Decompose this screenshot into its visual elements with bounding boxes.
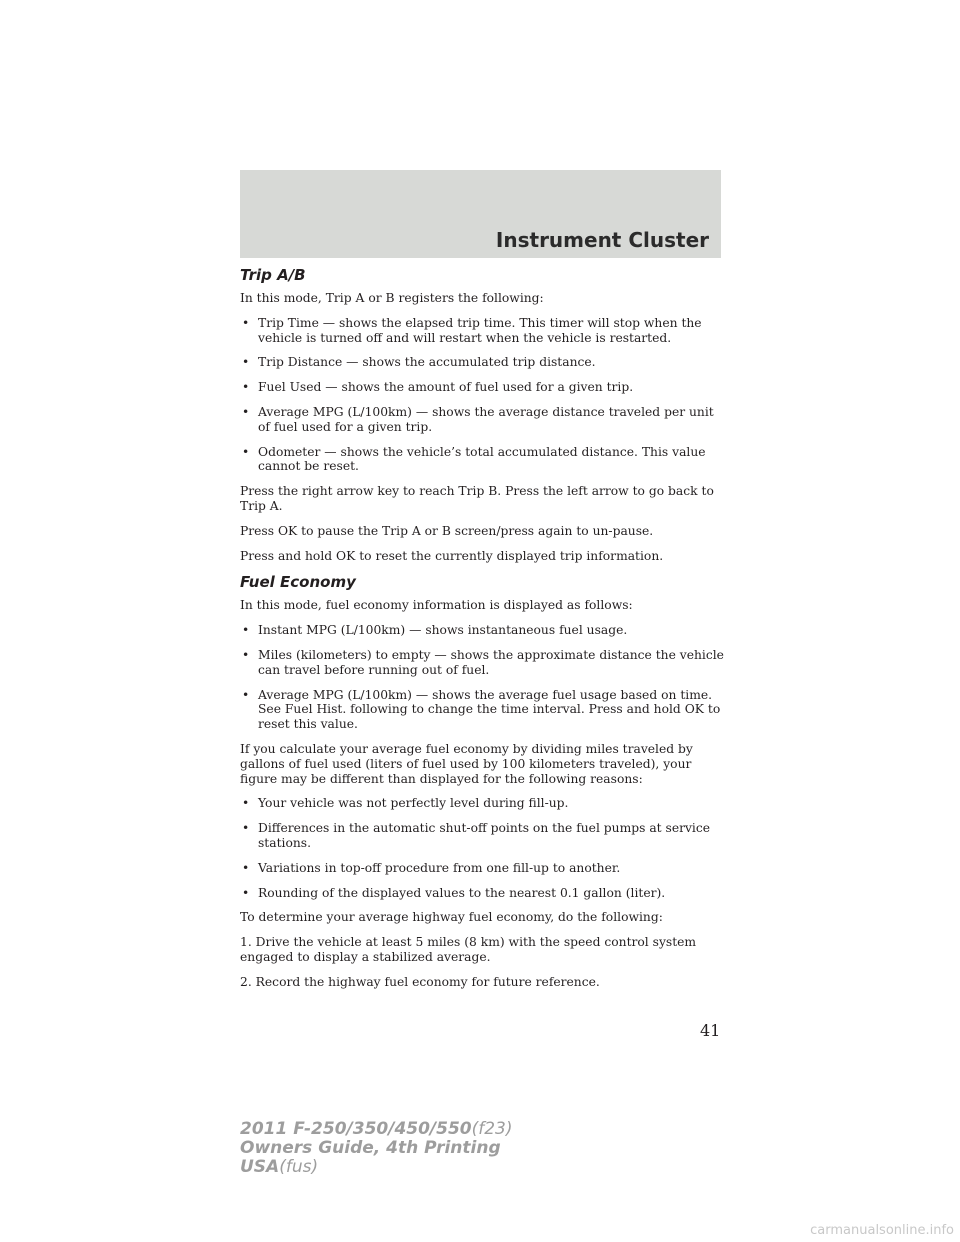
bullet-icon: • bbox=[242, 380, 250, 395]
list-item-text: Variations in top-off procedure from one fill-up to another. bbox=[258, 860, 621, 875]
list-item-text: Your vehicle was not perfectly level during fill-up. bbox=[258, 796, 569, 811]
footer-line-region: USA(fus) bbox=[240, 1157, 319, 1177]
list-item bbox=[240, 445, 728, 475]
list-item-text: Rounding of the displayed values to the nearest 0.1 gallon (liter). bbox=[258, 885, 666, 900]
document-body bbox=[240, 266, 728, 1000]
bullet-icon: • bbox=[242, 860, 250, 875]
list-item bbox=[240, 886, 728, 901]
page-number: 41 bbox=[700, 1021, 721, 1040]
bullet-icon: • bbox=[242, 647, 250, 662]
list-item bbox=[240, 796, 728, 811]
print-footer bbox=[240, 1120, 513, 1177]
list-item-text: Average MPG (L/100km) — shows the average fuel usage based on time. See Fuel Hist. following to change the time interval. Press and hold OK to reset this value. bbox=[258, 687, 721, 732]
paragraph: To determine your average highway fuel economy, do the following: bbox=[240, 910, 663, 925]
list-item bbox=[240, 821, 728, 851]
page-title: Instrument Cluster bbox=[495, 228, 709, 252]
bullet-list bbox=[240, 623, 728, 732]
list-item bbox=[240, 355, 728, 370]
watermark: carmanualsonline.info bbox=[810, 1223, 954, 1238]
paragraph: Press the right arrow key to reach Trip B. Press the left arrow to go back to Trip A. bbox=[240, 484, 714, 513]
list-item bbox=[240, 380, 728, 395]
paragraph: Press and hold OK to reset the currently displayed trip information. bbox=[240, 548, 664, 563]
list-item-text: Average MPG (L/100km) — shows the average distance traveled per unit of fuel used for a given trip. bbox=[258, 404, 714, 434]
bullet-icon: • bbox=[242, 885, 250, 900]
bullet-icon: • bbox=[242, 796, 250, 811]
paragraph: 2. Record the highway fuel economy for future reference. bbox=[240, 974, 600, 989]
paragraph: In this mode, fuel economy information is displayed as follows: bbox=[240, 598, 633, 613]
bullet-icon: • bbox=[242, 821, 250, 836]
list-item bbox=[240, 405, 728, 435]
list-item-text: Differences in the automatic shut-off points on the fuel pumps at service stations. bbox=[258, 821, 711, 850]
paragraph: In this mode, Trip A or B registers the following: bbox=[240, 291, 544, 305]
list-item-text: Miles (kilometers) to empty — shows the approximate distance the vehicle can travel before running out of fuel. bbox=[258, 647, 724, 677]
list-item-text: Trip Time — shows the elapsed trip time. This timer will stop when the vehicle is turned off and will restart when the vehicle is restarted. bbox=[258, 315, 702, 345]
footer-line-model: 2011 F-250/350/450/550(f23) bbox=[240, 1119, 513, 1139]
list-item bbox=[240, 316, 728, 346]
header-band bbox=[240, 170, 721, 258]
bullet-icon: • bbox=[242, 355, 250, 370]
list-item bbox=[240, 688, 728, 732]
bullet-icon: • bbox=[242, 623, 250, 638]
paragraph: 1. Drive the vehicle at least 5 miles (8 km) with the speed control system engaged to display a stabilized average. bbox=[240, 935, 697, 964]
list-item-text: Instant MPG (L/100km) — shows instantaneous fuel usage. bbox=[258, 623, 628, 638]
list-item-text: Trip Distance — shows the accumulated trip distance. bbox=[258, 355, 596, 370]
bullet-icon: • bbox=[242, 404, 250, 419]
list-item bbox=[240, 623, 728, 638]
list-item bbox=[240, 648, 728, 678]
list-item bbox=[240, 861, 728, 876]
bullet-list bbox=[240, 796, 728, 900]
bullet-icon: • bbox=[242, 315, 250, 330]
bullet-icon: • bbox=[242, 444, 250, 459]
list-item-text: Fuel Used — shows the amount of fuel used for a given trip. bbox=[258, 380, 634, 395]
footer-line-edition: Owners Guide, 4th Printing bbox=[240, 1138, 501, 1158]
bullet-list bbox=[240, 316, 728, 474]
section-heading-fuel-economy: Fuel Economy bbox=[240, 573, 356, 592]
bullet-icon: • bbox=[242, 687, 250, 702]
list-item-text: Odometer — shows the vehicle’s total accumulated distance. This value cannot be reset. bbox=[258, 444, 706, 474]
section-heading-trip: Trip A/B bbox=[240, 266, 306, 284]
paragraph: If you calculate your average fuel economy by dividing miles traveled by gallons of fuel used (liters of fuel used by 100 kilometers traveled), your figure may be different than displayed for the following reasons: bbox=[240, 741, 693, 786]
paragraph: Press OK to pause the Trip A or B screen/press again to un-pause. bbox=[240, 523, 654, 538]
